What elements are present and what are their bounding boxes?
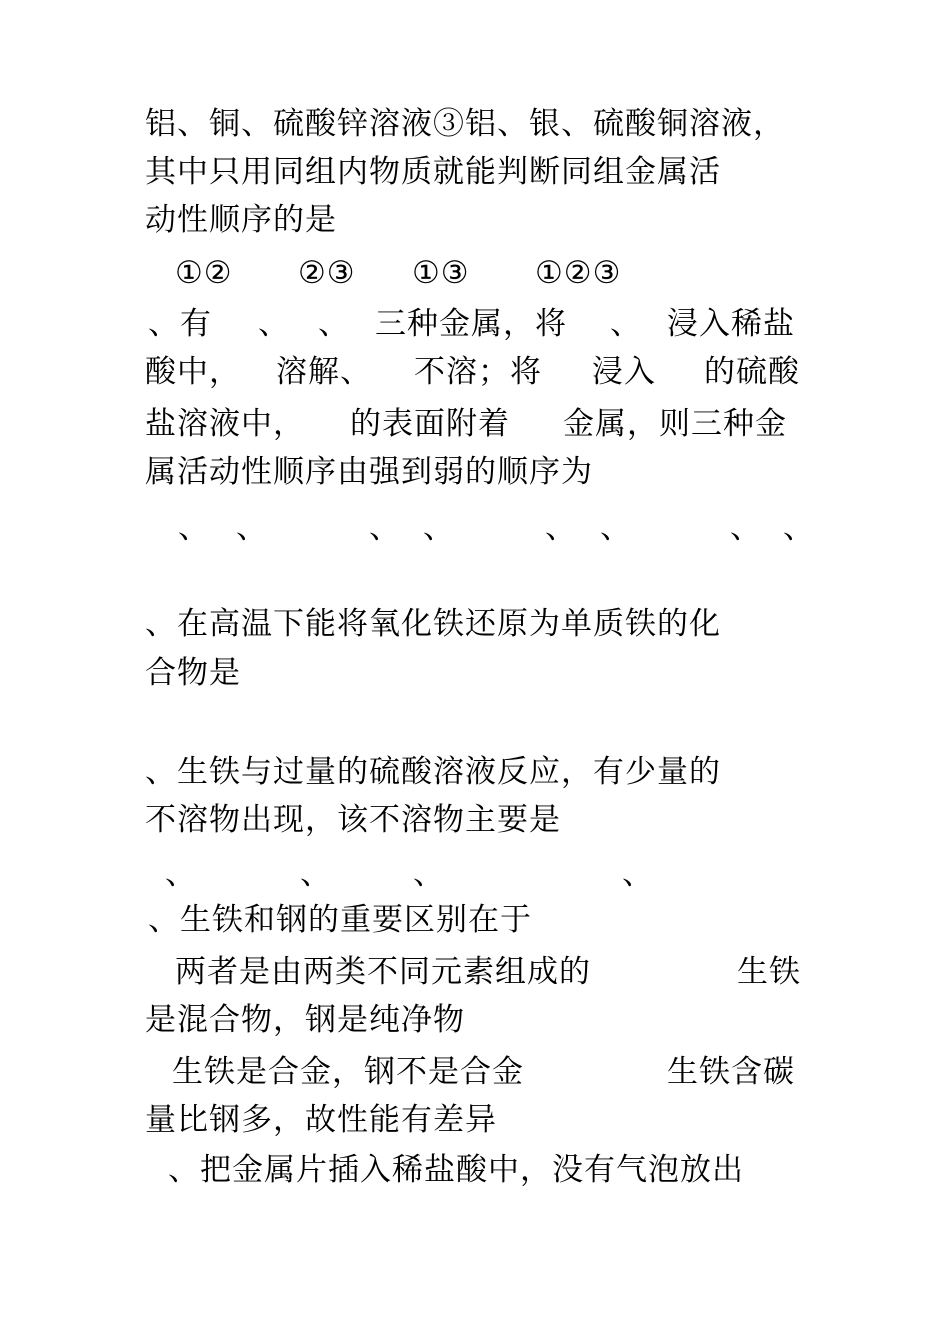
blank-separator: 、 bbox=[165, 856, 197, 892]
text-fragment: 三种金属，将 bbox=[375, 306, 567, 342]
blank-separator: 、 bbox=[545, 510, 577, 546]
text-fragment: 浸入 bbox=[592, 354, 656, 390]
text-line: 其中只用同组内物质就能判断同组金属活 bbox=[145, 154, 721, 190]
option-c: 生铁是合金，钢不是合金 bbox=[172, 1054, 524, 1090]
blank-separator: 、 bbox=[369, 510, 401, 546]
text-fragment: 不溶；将 bbox=[414, 354, 542, 390]
blank-separator: 、 bbox=[178, 510, 210, 546]
text-line: 属活动性顺序由强到弱的顺序为 bbox=[145, 454, 593, 490]
text-fragment: 溶解、 bbox=[276, 354, 372, 390]
text-line: 动性顺序的是 bbox=[145, 202, 337, 238]
text-fragment: 酸中， bbox=[145, 354, 241, 390]
text-fragment: 金属，则三种金 bbox=[563, 406, 787, 442]
option-a: ①② bbox=[175, 255, 233, 291]
text-line: 铝、铜、硫酸锌溶液③铝、银、硫酸铜溶液， bbox=[145, 106, 785, 142]
option-d: ①②③ bbox=[535, 255, 622, 291]
text-fragment: 浸入稀盐 bbox=[667, 306, 795, 342]
text-fragment: 盐溶液中， bbox=[145, 406, 305, 442]
text-line: 、把金属片插入稀盐酸中，没有气泡放出 bbox=[168, 1152, 744, 1188]
text-fragment: 、有 bbox=[148, 306, 212, 342]
text-fragment: 、 bbox=[258, 306, 290, 342]
blank-separator: 、 bbox=[622, 856, 654, 892]
text-fragment: 的表面附着 bbox=[350, 406, 510, 442]
blank-separator: 、 bbox=[783, 510, 815, 546]
text-fragment: 、 bbox=[318, 306, 350, 342]
blank-separator: 、 bbox=[236, 510, 268, 546]
text-line: 、在高温下能将氧化铁还原为单质铁的化 bbox=[145, 606, 721, 642]
option-a: 两者是由两类不同元素组成的 bbox=[175, 954, 591, 990]
text-line: 、生铁和钢的重要区别在于 bbox=[148, 902, 532, 938]
text-line: 合物是 bbox=[145, 655, 241, 691]
text-line: 不溶物出现，该不溶物主要是 bbox=[145, 802, 561, 838]
blank-separator: 、 bbox=[300, 856, 332, 892]
option-d: 生铁含碳 bbox=[667, 1054, 795, 1090]
text-line: 、生铁与过量的硫酸溶液反应，有少量的 bbox=[145, 754, 721, 790]
option-b: ②③ bbox=[298, 255, 356, 291]
blank-separator: 、 bbox=[730, 510, 762, 546]
text-fragment: 、 bbox=[610, 306, 642, 342]
blank-separator: 、 bbox=[600, 510, 632, 546]
text-fragment: 的硫酸 bbox=[704, 354, 800, 390]
option-c: ①③ bbox=[412, 255, 470, 291]
option-b: 生铁 bbox=[737, 954, 801, 990]
blank-separator: 、 bbox=[423, 510, 455, 546]
blank-separator: 、 bbox=[413, 856, 445, 892]
text-line: 量比钢多，故性能有差异 bbox=[145, 1102, 497, 1138]
text-line: 是混合物，钢是纯净物 bbox=[145, 1002, 465, 1038]
